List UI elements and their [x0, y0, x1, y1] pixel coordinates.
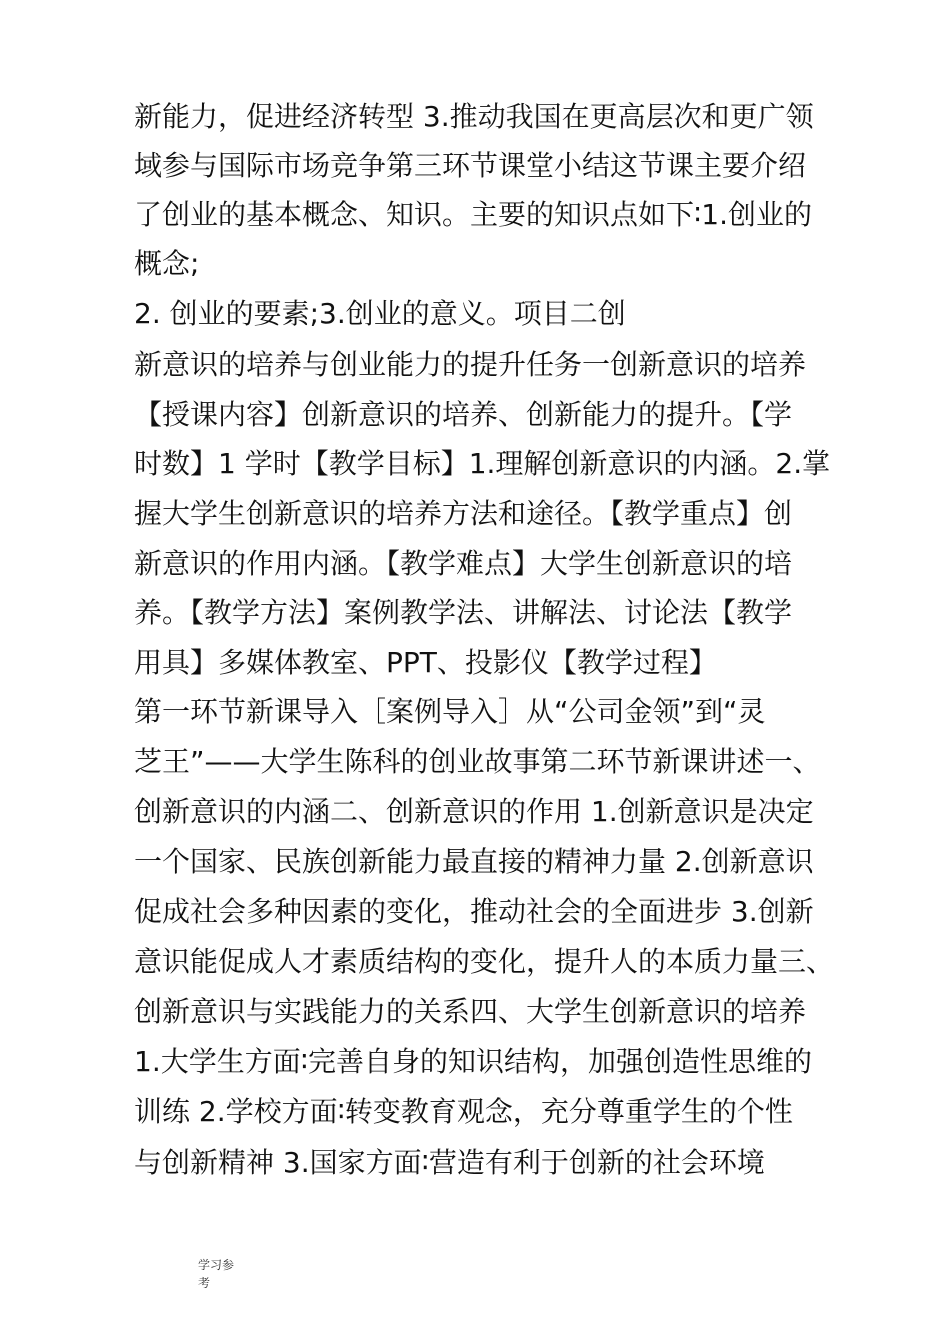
text-line: 了创业的基本概念、知识。主要的知识点如下∶1.创业的: [134, 198, 813, 231]
text-line: 域参与国际市场竞争第三环节课堂小结这节课主要介绍: [134, 149, 807, 182]
text-line: 用具】多媒体教室、PPT、投影仪【教学过程】: [134, 646, 717, 679]
text-line: 一个国家、民族创新能力最直接的精神力量 2.创新意识: [134, 845, 814, 878]
text-line: 养。【教学方法】案例教学法、讲解法、讨论法【教学: [134, 596, 793, 629]
text-line: 促成社会多种因素的变化，推动社会的全面进步 3.创新: [134, 895, 814, 928]
text-line: 握大学生创新意识的培养方法和途径。【教学重点】创: [134, 497, 793, 530]
text-line: 2. 创业的要素;3.创业的意义。项目二创: [134, 297, 626, 330]
text-line: 【授课内容】创新意识的培养、创新能力的提升。【学: [134, 398, 793, 431]
text-line: 1.大学生方面∶完善自身的知识结构，加强创造性思维的: [134, 1045, 813, 1078]
text-line: 新能力，促进经济转型 3.推动我国在更高层次和更广领: [134, 100, 814, 133]
page-footer: [198, 1256, 246, 1292]
text-line: 芝王”——大学生陈科的创业故事第二环节新课讲述一、: [134, 745, 821, 778]
footer-line: 考: [198, 1276, 211, 1290]
text-line: 概念;: [134, 247, 200, 280]
text-line: 第一环节新课导入［案例导入］从“公司金领”到“灵: [134, 695, 766, 728]
text-line: 新意识的作用内涵。【教学难点】大学生创新意识的培: [134, 547, 793, 580]
text-line: 与创新精神 3.国家方面∶营造有利于创新的社会环境: [134, 1146, 765, 1179]
text-line: 意识能促成人才素质结构的变化，提升人的本质力量三、: [134, 945, 835, 978]
text-line: 时数】1 学时【教学目标】1.理解创新意识的内涵。2.掌: [134, 447, 831, 480]
footer-line: 学习参: [198, 1258, 235, 1272]
text-line: 创新意识与实践能力的关系四、大学生创新意识的培养: [134, 995, 807, 1028]
text-line: 新意识的培养与创业能力的提升任务一创新意识的培养: [134, 348, 807, 381]
text-line: 创新意识的内涵二、创新意识的作用 1.创新意识是决定: [134, 795, 814, 828]
text-line: 训练 2.学校方面∶转变教育观念，充分尊重学生的个性: [134, 1095, 793, 1128]
